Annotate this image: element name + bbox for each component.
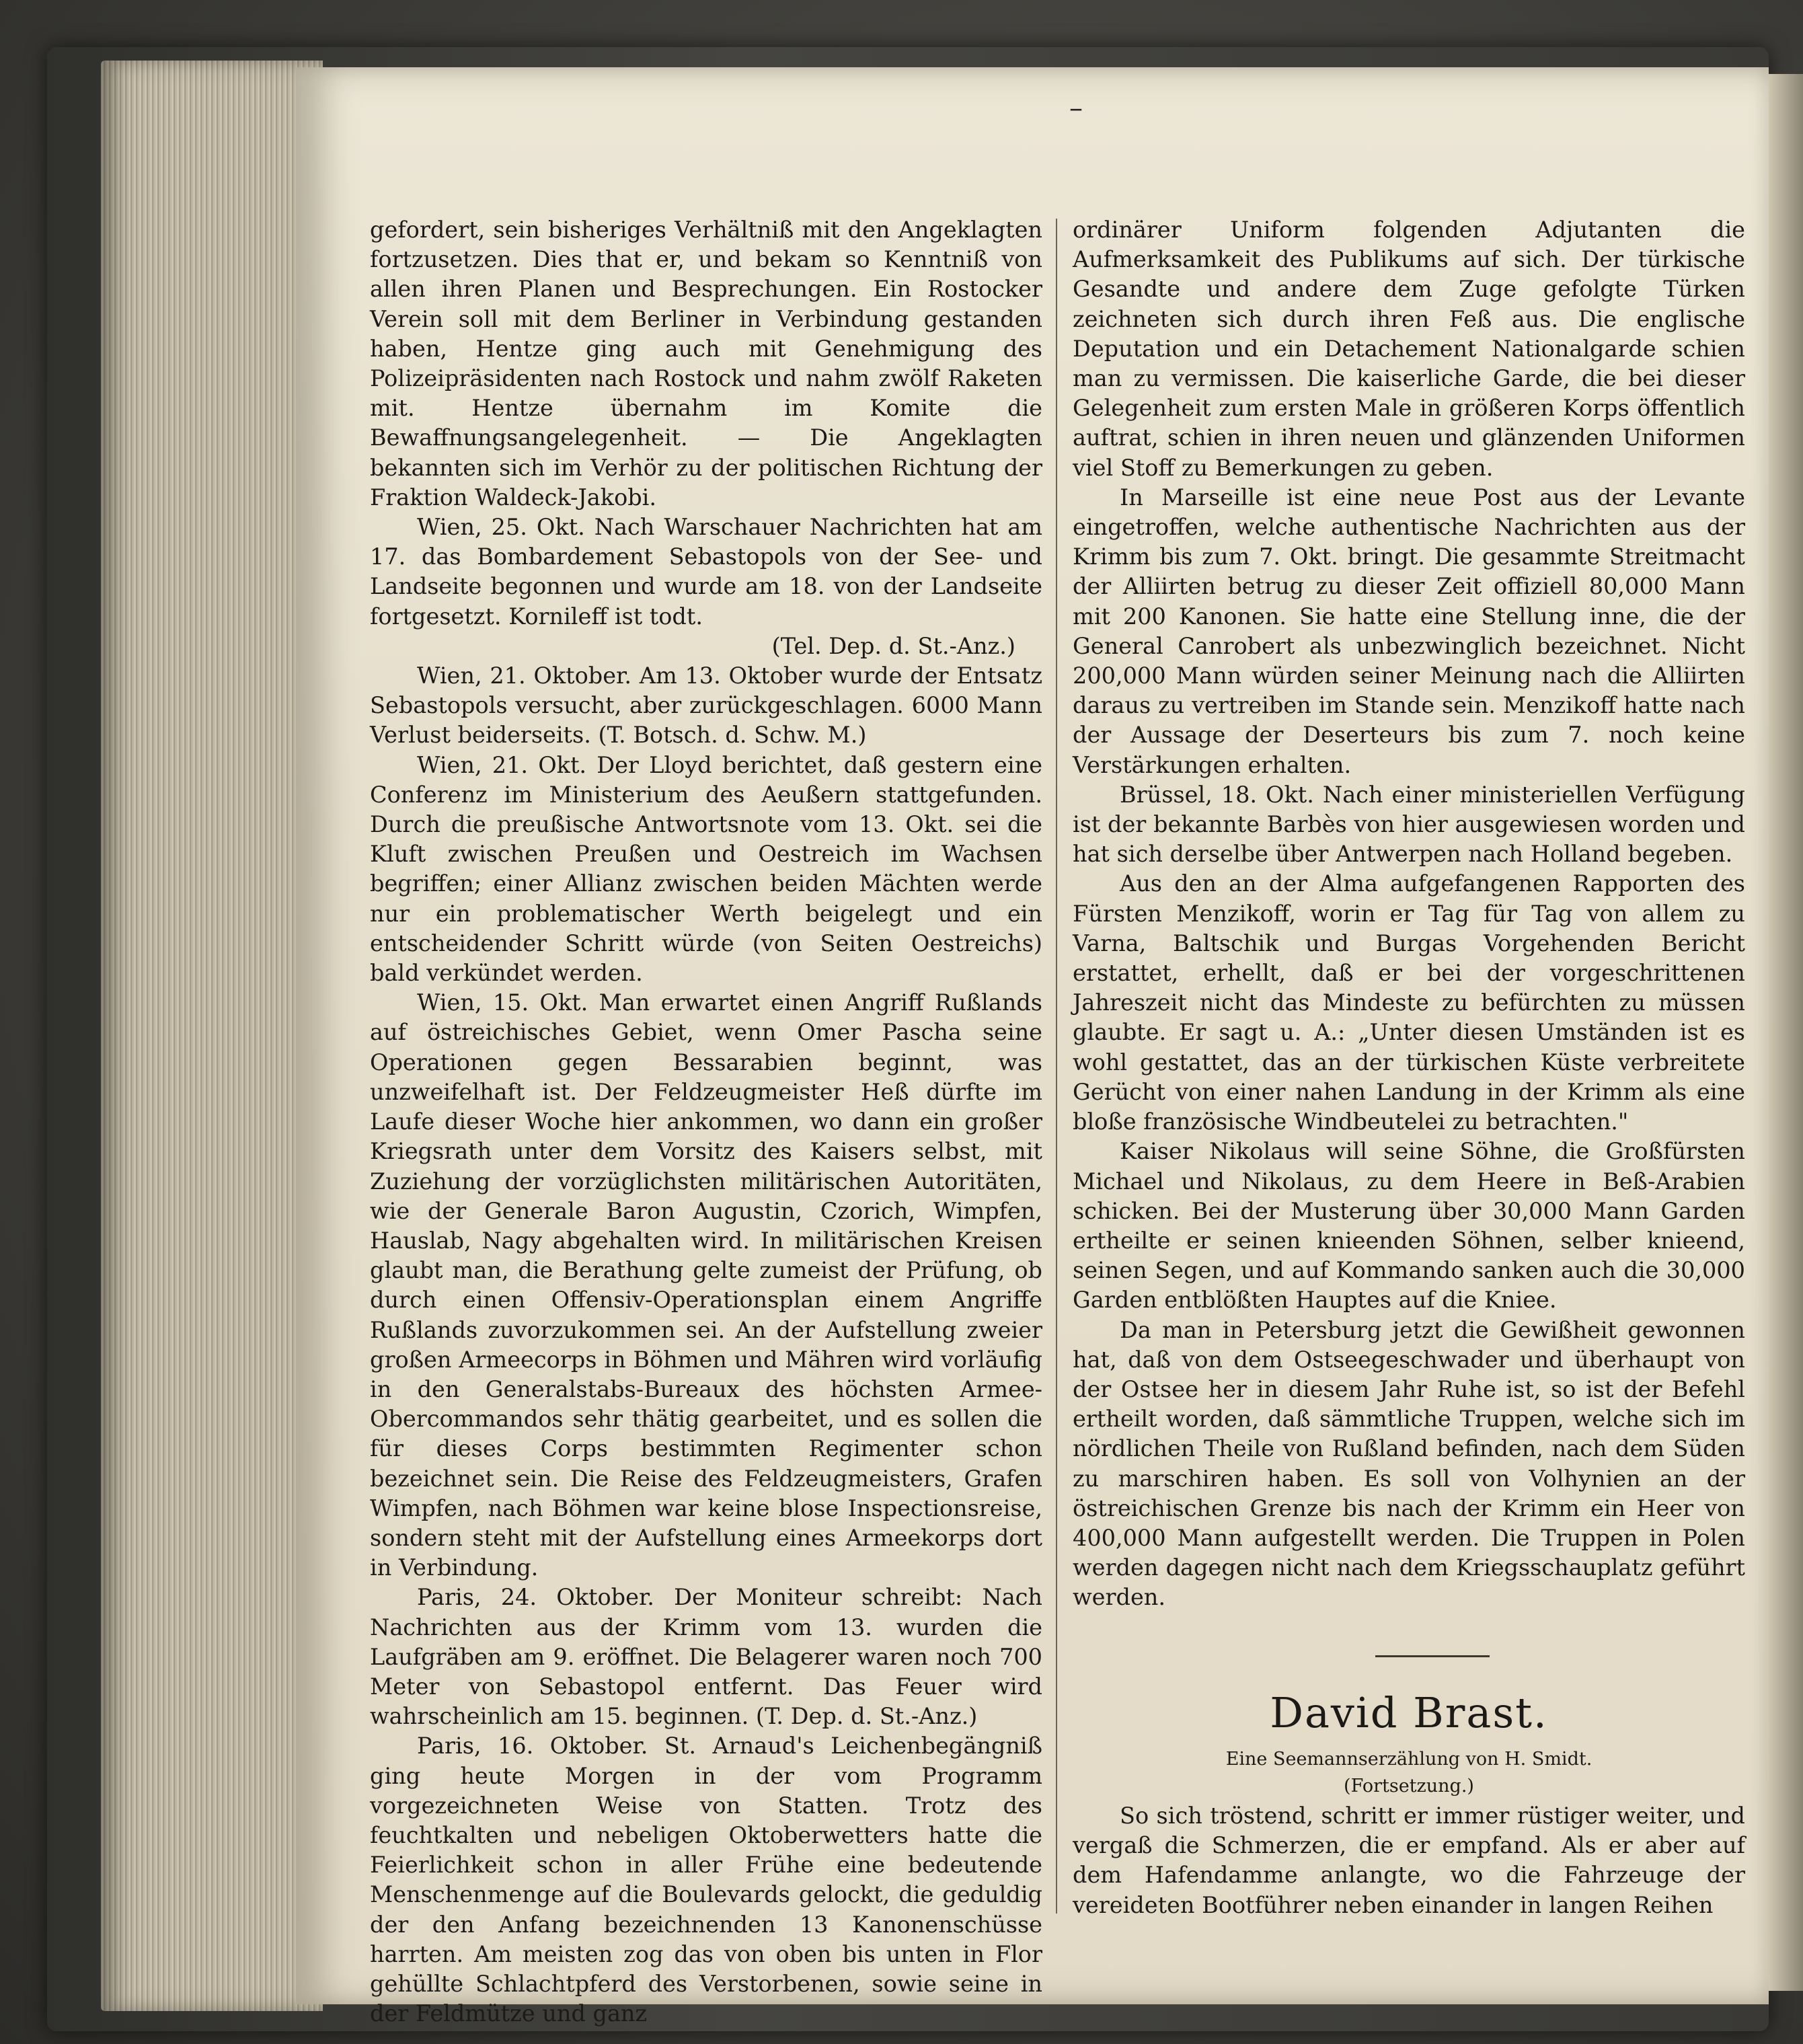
paragraph: Wien, 25. Okt. Nach Warschauer Nachrichten hat am 17. das Bombardement Sebastopols von der See- und Landseite begonnen und wurde am 18. von der Landseite fortgesetzt. Kornileff ist todt. (370, 514, 1042, 630)
page-mark: – (1069, 93, 1083, 124)
next-page-edge (1769, 74, 1803, 1991)
paragraph: In Marseille ist eine neue Post aus der Levante eingetroffen, welche authentische Nachrichten aus der Krimm bis zum 7. Okt. bringt. Die gesammte Streitmacht der Alliirten betrug zu dieser Zeit offiziell 80,000 Mann mit 200 Kanonen. Sie hatte eine Stellung inne, die der General Canrobert als unbezwinglich bezeichnet. Nicht 200,000 Mann würden seiner Meinung nach die Alliirten daraus zu vertreiben im Stande sein. Menzikoff hatte nach der Aussage der Deserteurs bis zum 7. noch keine Verstärkungen erhalten. (1073, 484, 1745, 778)
paragraph: Wien, 15. Okt. Man erwartet einen Angriff Rußlands auf östreichisches Gebiet, wenn Omer Pascha seine Operationen gegen Bessarabien beginnt, was unzweifelhaft ist. Der Feldzeugmeister Heß dürfte im Laufe dieser Woche hier ankommen, wo dann ein großer Kriegsrath unter dem Vorsitz des Kaisers selbst, mit Zuziehung der vorzüglichsten militärischen Autoritäten, wie der Generale Baron Augustin, Czorich, Wimpfen, Hauslab, Nagy abgehalten wird. In militärischen Kreisen glaubt man, die Berathung gelte zumeist der Prüfung, ob durch einen Offensiv-Operationsplan einem Angriffe Rußlands zuvorzukommen sei. An der Aufstellung zweier großen Armeecorps in Böhmen und Mähren wird vorläufig in den Generalstabs-Bureaux des höchsten Armee-Obercommandos sehr thätig gearbeitet, und es sollen die für dieses Corps bestimmten Regimenter schon bezeichnet sein. Die Reise des Feldzeugmeisters, Grafen Wimpfen, nach Böhmen war keine blose Inspectionsreise, sondern steht mit der Aufstellung eines Armeekorps dort in Verbindung. (370, 989, 1042, 1581)
newspaper-page (296, 67, 1769, 2027)
left-column (370, 215, 1042, 2029)
paragraph: gefordert, sein bisheriges Verhältniß mit den Angeklagten fortzusetzen. Dies that er, und bekam so Kenntniß von allen ihren Planen und Besprechungen. Ein Rostocker Verein soll mit dem Berliner in Verbindung gestanden haben, Hentze ging auch mit Genehmigung des Polizeipräsidenten nach Rostock und nahm zwölf Raketen mit. Hentze übernahm im Komite die Bewaffnungsangelegenheit. — Die Angeklagten bekannten sich im Verhör zu der politischen Richtung der Fraktion Waldeck-Jakobi. (370, 217, 1042, 510)
paragraph: Kaiser Nikolaus will seine Söhne, die Großfürsten Michael und Nikolaus, zu dem Heere in Beß-Arabien schicken. Bei der Musterung über 30,000 Mann Garden ertheilte er seinen knieenden Söhnen, selber knieend, seinen Segen, und auf Kommando sanken auch die 30,000 Garden entblößten Hauptes auf die Kniee. (1073, 1138, 1745, 1314)
story-title: David Brast. (1270, 1688, 1548, 1737)
paragraph: Paris, 16. Oktober. St. Arnaud's Leichenbegängniß ging heute Morgen in der vom Programm vorgezeichneten Weise von Statten. Trotz des feuchtkalten und nebeligen Oktoberwetters hatte die Feierlichkeit schon in aller Frühe eine bedeutende Menschenmenge auf die Boulevards gelockt, die geduldig der den Anfang bezeichnenden 13 Kanonenschüsse harrten. Am meisten zog das von oben bis unten in Flor gehüllte Schlachtpferd des Verstorbenen, sowie seine in der Feldmütze und ganz (370, 1733, 1042, 2027)
story-subtitle: Eine Seemannserzählung von H. Smidt. (1225, 1749, 1593, 1770)
page-edges (101, 61, 323, 2011)
paragraph: Wien, 21. Oktober. Am 13. Oktober wurde der Entsatz Sebastopols versucht, aber zurückgeschlagen. 6000 Mann Verlust beiderseits. (T. Botsch. d. Schw. M.) (370, 663, 1042, 749)
right-column (1073, 215, 1745, 1613)
source-note: (Tel. Dep. d. St.-Anz.) (771, 632, 1015, 659)
story-body (1073, 1801, 1745, 1920)
paragraph: Brüssel, 18. Okt. Nach einer ministeriellen Verfügung ist der bekannte Barbès von hier ausgewiesen worden und hat sich derselbe über Antwerpen nach Holland begeben. (1073, 781, 1745, 868)
paragraph: Paris, 24. Oktober. Der Moniteur schreibt: Nach Nachrichten aus der Krimm vom 13. wurden die Laufgräben am 9. eröffnet. Die Belagerer waren noch 700 Meter von Sebastopol entfernt. Das Feuer wird wahrscheinlich am 15. beginnen. (T. Dep. d. St.-Anz.) (370, 1584, 1042, 1730)
section-rule (1375, 1655, 1490, 1657)
paragraph: ordinärer Uniform folgenden Adjutanten die Aufmerksamkeit des Publikums auf sich. Der türkische Gesandte und andere dem Zuge gefolgte Türken zeichneten sich durch ihren Feß aus. Die englische Deputation und ein Detachement Nationalgarde schien man zu vermissen. Die kaiserliche Garde, die bei dieser Gelegenheit zum ersten Male in größeren Korps öffentlich auftrat, schien in ihren neuen und glänzenden Uniformen viel Stoff zu Bemerkungen zu geben. (1073, 217, 1745, 481)
story-continued-note: (Fortsetzung.) (1344, 1776, 1474, 1796)
column-divider (1056, 219, 1057, 1914)
paragraph: Wien, 21. Okt. Der Lloyd berichtet, daß gestern eine Conferenz im Ministerium des Aeußern stattgefunden. Durch die preußische Antwortsnote vom 13. Okt. sei die Kluft zwischen Preußen und Oestreich im Wachsen begriffen; einer Allianz zwischen beiden Mächten werde nur ein problematischer Werth beigelegt und ein entscheidender Schritt würde (von Seiten Oestreichs) bald verkündet werden. (370, 751, 1042, 987)
paragraph: Da man in Petersburg jetzt die Gewißheit gewonnen hat, daß von dem Ostseegeschwader und überhaupt von der Ostsee her in diesem Jahr Ruhe ist, so ist der Befehl ertheilt worden, daß sämmtliche Truppen, welche sich im nördlichen Theile von Rußland befinden, nach dem Süden zu marschiren haben. Es soll von Volhynien an der östreichischen Grenze bis nach der Krimm ein Heer von 400,000 Mann aufgestellt werden. Die Truppen in Polen werden dagegen nicht nach dem Kriegsschauplatz geführt werden. (1073, 1316, 1745, 1611)
paragraph: So sich tröstend, schritt er immer rüstiger weiter, und vergaß die Schmerzen, die er empfand. Als er aber auf dem Hafendamme anlangte, wo die Fahrzeuge der vereideten Bootführer neben einander in langen Reihen (1073, 1803, 1745, 1918)
paragraph: Aus den an der Alma aufgefangenen Rapporten des Fürsten Menzikoff, worin er Tag für Tag von allem zu Varna, Baltschik und Burgas Vorgehenden Bericht erstattet, erhellt, daß er bei der vorgeschrittenen Jahreszeit nicht das Mindeste zu befürchten zu müssen glaubte. Er sagt u. A.: „Unter diesen Umständen ist es wohl gestattet, das an der türkischen Küste verbreitete Gerücht von einer nahen Landung in der Krimm als eine bloße französische Windbeutelei zu betrachten." (1073, 870, 1745, 1135)
